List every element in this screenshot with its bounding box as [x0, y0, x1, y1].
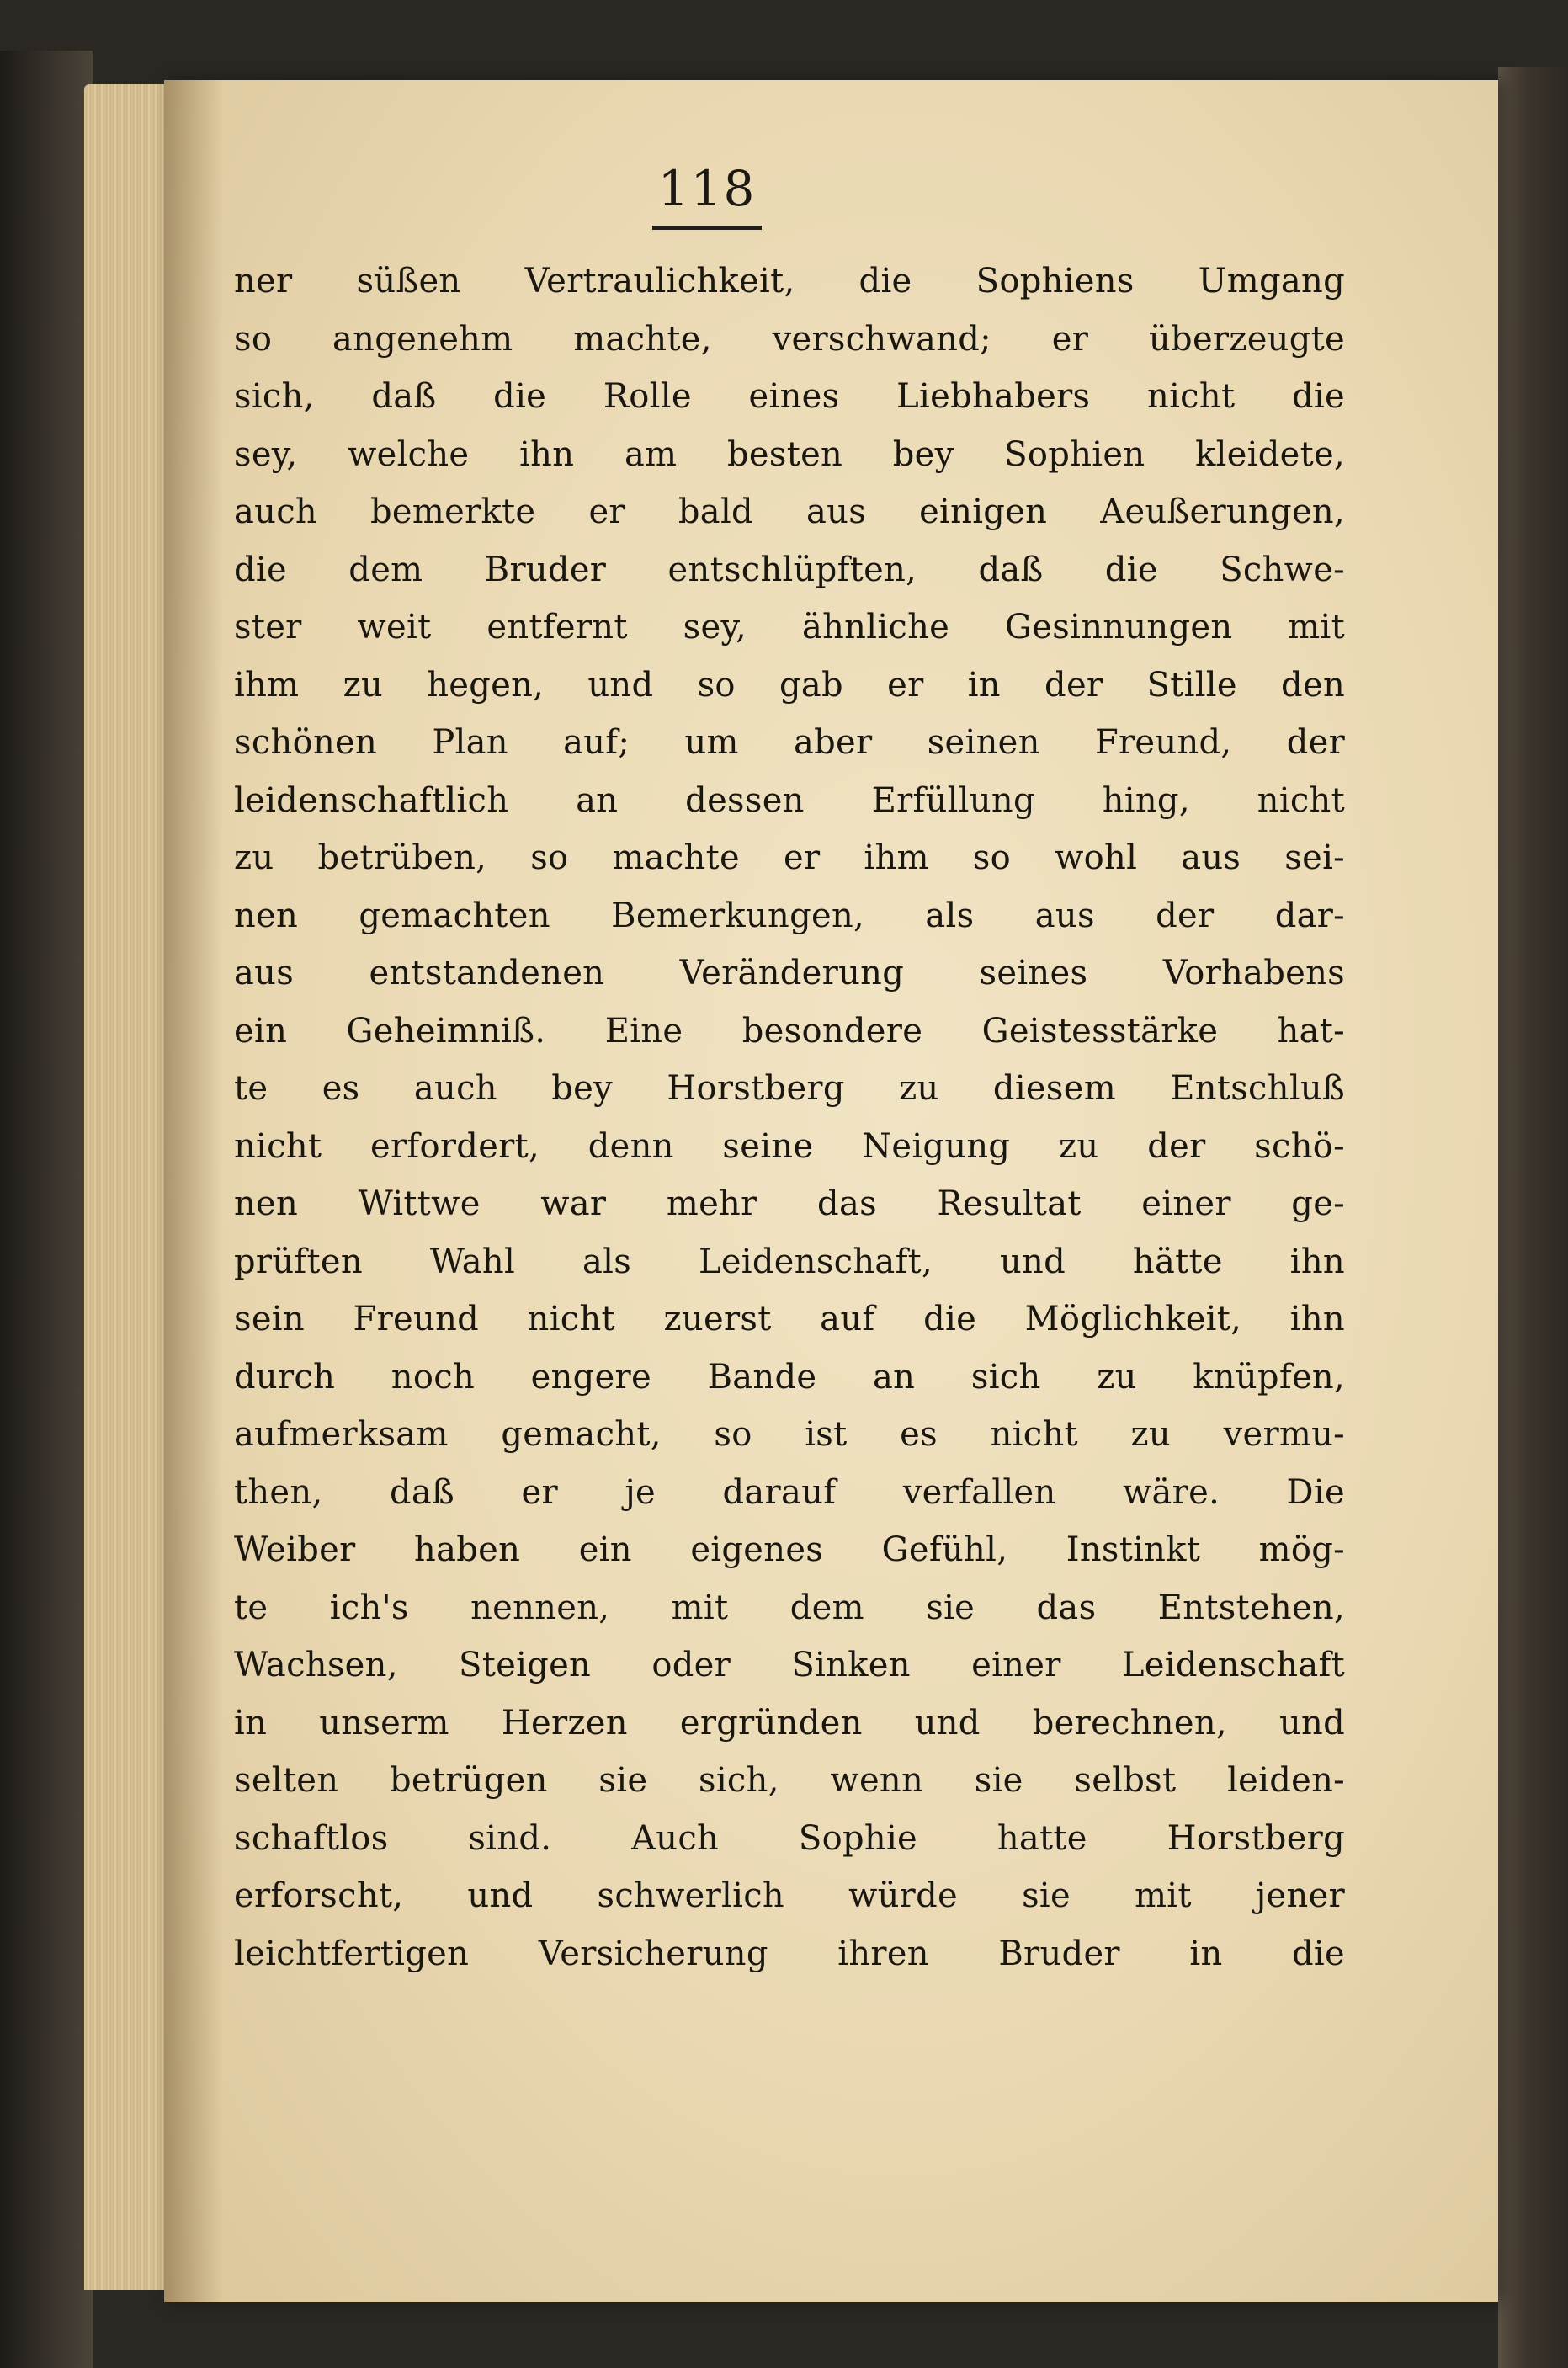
- text-line: aus entstandenen Veränderung seines Vorhabens: [234, 954, 1345, 992]
- body-text: [234, 253, 1345, 1982]
- text-line: leidenschaftlich an dessen Erfüllung hing, nicht: [234, 780, 1345, 820]
- text-line: leichtfertigen Versicherung ihren Bruder in die: [234, 1934, 1345, 1973]
- text-line: so angenehm machte, verschwand; er überzeugte: [234, 319, 1345, 359]
- text-line: Weiber haben ein eigenes Gefühl, Instinkt mög-: [234, 1530, 1345, 1569]
- text-line: schaftlos sind. Auch Sophie hatte Horstberg: [234, 1818, 1345, 1858]
- text-line: Wachsen, Steigen oder Sinken einer Leidenschaft: [234, 1646, 1345, 1684]
- text-line: ner süßen Vertraulichkeit, die Sophiens Umgang: [234, 262, 1345, 301]
- book-cover-edge: [0, 51, 93, 2368]
- text-line: sich, daß die Rolle eines Liebhabers nicht die: [234, 377, 1345, 416]
- page-number: 118: [657, 160, 757, 217]
- text-line: durch noch engere Bande an sich zu knüpfen,: [234, 1357, 1345, 1397]
- text-line: ihm zu hegen, und so gab er in der Stille den: [234, 665, 1345, 705]
- text-line: prüften Wahl als Leidenschaft, und hätte ihn: [234, 1242, 1345, 1281]
- text-line: nen Wittwe war mehr das Resultat einer ge-: [234, 1184, 1345, 1223]
- text-line: nen gemachten Bemerkungen, als aus der dar-: [234, 896, 1345, 935]
- text-line: nicht erfordert, denn seine Neigung zu der schö-: [234, 1126, 1345, 1166]
- text-line: schönen Plan auf; um aber seinen Freund, der: [234, 723, 1345, 762]
- text-line: ein Geheimniß. Eine besondere Geistesstärke hat-: [234, 1011, 1345, 1051]
- text-line: zu betrüben, so machte er ihm so wohl aus sei-: [234, 838, 1345, 877]
- text-line: ster weit entfernt sey, ähnliche Gesinnungen mit: [234, 608, 1345, 647]
- text-line: in unserm Herzen ergründen und berechnen, und: [234, 1703, 1345, 1743]
- text-line: die dem Bruder entschlüpften, daß die Schwe-: [234, 550, 1345, 589]
- page-number-rule: [652, 226, 762, 230]
- text-line: selten betrügen sie sich, wenn sie selbst leiden-: [234, 1761, 1345, 1800]
- next-leaf-edge: [1498, 67, 1568, 2368]
- text-line: sey, welche ihn am besten bey Sophien kleidete,: [234, 434, 1345, 474]
- text-line: auch bemerkte er bald aus einigen Aeußerungen,: [234, 492, 1345, 531]
- text-line: te ich's nennen, mit dem sie das Entstehen,: [234, 1588, 1345, 1627]
- text-line: te es auch bey Horstberg zu diesem Entschluß: [234, 1069, 1345, 1108]
- text-line: sein Freund nicht zuerst auf die Möglichkeit, ihn: [234, 1300, 1345, 1338]
- gutter-shadow: [164, 80, 223, 2302]
- text-line: then, daß er je darauf verfallen wäre. Die: [234, 1472, 1345, 1512]
- text-line: aufmerksam gemacht, so ist es nicht zu vermu-: [234, 1415, 1345, 1454]
- text-line: erforscht, und schwerlich würde sie mit jener: [234, 1876, 1345, 1915]
